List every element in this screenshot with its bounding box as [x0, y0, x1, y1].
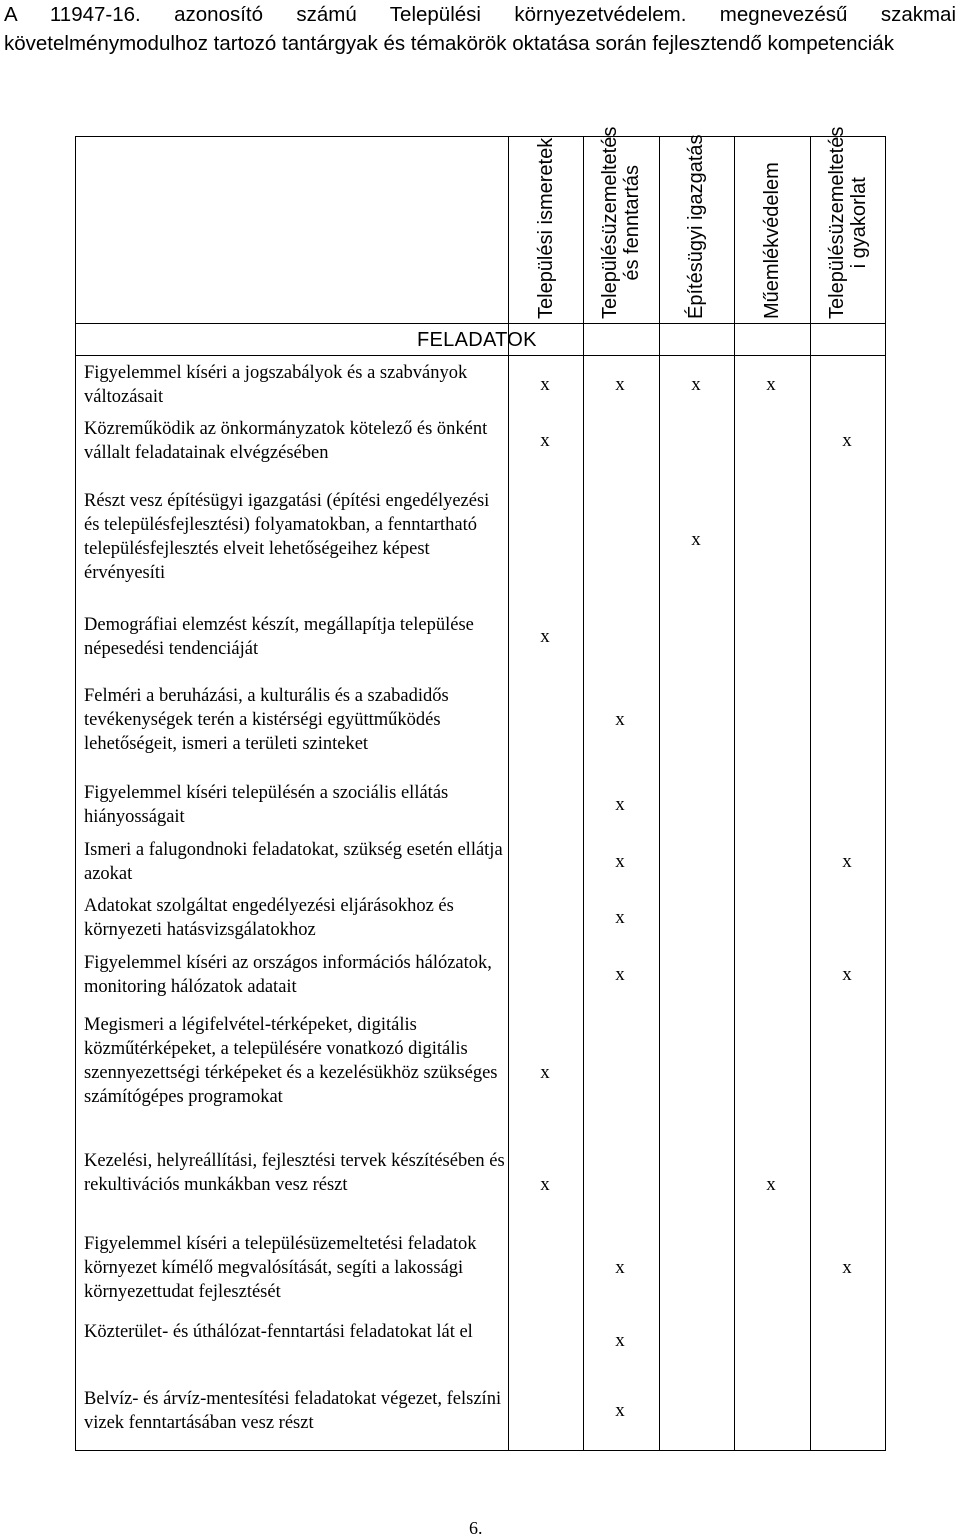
task-text: Részt vesz építésügyi igazgatási (építési engedélyezési és településfejlesztési) folyamatokban, a fenntartható településfejlesztés elveit lehetőségeihez képest érvényesíti	[84, 491, 490, 583]
competency-mark: x	[766, 374, 776, 395]
column-header-line: Műemlékvédelem	[761, 162, 783, 319]
column-header	[535, 138, 557, 319]
task-text: Felméri a beruházási, a kulturális és a szabadidős tevékenységek terén a kistérségi együttműködés lehetőségeit, ismeri a területi szinteket	[84, 686, 449, 754]
competency-mark: x	[842, 430, 852, 451]
competency-mark: x	[691, 529, 701, 550]
competency-mark: x	[842, 851, 852, 872]
competency-mark: x	[615, 1400, 625, 1421]
task-text: Belvíz- és árvíz-mentesítési feladatokat végezet, felszíni vizek fenntartásában vesz részt	[84, 1389, 502, 1433]
page-number: 6.	[469, 1518, 483, 1538]
divider	[583, 137, 584, 1450]
page-heading: A 11947-16. azonosító számú Települési környezetvédelem. megnevezésű szakmai követelménymodulhoz tartozó tantárgyak és témakörök oktatása során fejlesztendő kompetenciák	[4, 3, 956, 55]
competency-mark: x	[540, 1062, 550, 1083]
column-header-line: Építésügyi igazgatás	[685, 134, 707, 319]
competency-mark: x	[540, 626, 550, 647]
task-text: Ismeri a falugondnoki feladatokat, szükség esetén ellátja azokat	[84, 840, 503, 884]
competency-mark: x	[615, 851, 625, 872]
competency-mark: x	[842, 964, 852, 985]
column-header	[599, 127, 643, 319]
divider	[76, 355, 885, 356]
section-label: FELADATOK	[417, 329, 537, 351]
competency-mark: x	[691, 374, 701, 395]
task-text: Figyelemmel kíséri településén a szociális ellátás hiányosságait	[84, 783, 449, 827]
task-text: Figyelemmel kíséri az országos információs hálózatok, monitoring hálózatok adatait	[84, 953, 492, 997]
competency-mark: x	[615, 907, 625, 928]
competency-mark: x	[540, 1174, 550, 1195]
column-header-line: Települési ismeretek	[535, 137, 557, 319]
column-header	[826, 127, 870, 319]
divider	[734, 137, 735, 1450]
task-text: Megismeri a légifelvétel-térképeket, digitális közműtérképeket, a településére vonatkozó digitális szennyezettségi térképeket és a kezelésükhöz szükséges számítógépes programokat	[84, 1015, 498, 1107]
column-header-line: és fenntartás	[621, 165, 643, 281]
column-header-line: Településüzemeltetés	[826, 126, 848, 319]
competency-mark: x	[842, 1257, 852, 1278]
competency-mark: x	[615, 1257, 625, 1278]
competency-mark: x	[540, 374, 550, 395]
task-text: Figyelemmel kíséri a jogszabályok és a szabványok változásait	[84, 363, 468, 407]
competency-mark: x	[766, 1174, 776, 1195]
task-text: Figyelemmel kíséri a településüzemeltetési feladatok környezet kímélő megvalósítását, segíti a lakossági környezettudat fejlesztését	[84, 1234, 477, 1302]
column-header	[685, 134, 707, 319]
task-text: Demográfiai elemzést készít, megállapítja települése népesedési tendenciáját	[84, 615, 474, 659]
divider	[810, 137, 811, 1450]
column-header-line: Településüzemeltetés	[599, 126, 621, 319]
task-text: Adatokat szolgáltat engedélyezési eljárásokhoz és környezeti hatásvizsgálatokhoz	[84, 896, 454, 940]
competency-matrix	[75, 126, 886, 1451]
competency-mark: x	[615, 1330, 625, 1351]
competency-mark: x	[615, 794, 625, 815]
column-header-line: i gyakorlat	[848, 177, 870, 269]
competency-mark: x	[615, 374, 625, 395]
competency-mark: x	[615, 964, 625, 985]
competency-mark: x	[615, 709, 625, 730]
task-text: Közreműködik az önkormányzatok kötelező és önként vállalt feladatainak elvégzésében	[84, 419, 488, 463]
column-header	[761, 162, 783, 319]
task-text: Közterület- és úthálózat-fenntartási feladatokat lát el	[84, 1322, 473, 1342]
competency-mark: x	[540, 430, 550, 451]
divider	[659, 137, 660, 1450]
task-text: Kezelési, helyreállítási, fejlesztési tervek készítésében és rekultivációs munkákban vesz részt	[84, 1151, 505, 1195]
divider	[76, 323, 885, 324]
